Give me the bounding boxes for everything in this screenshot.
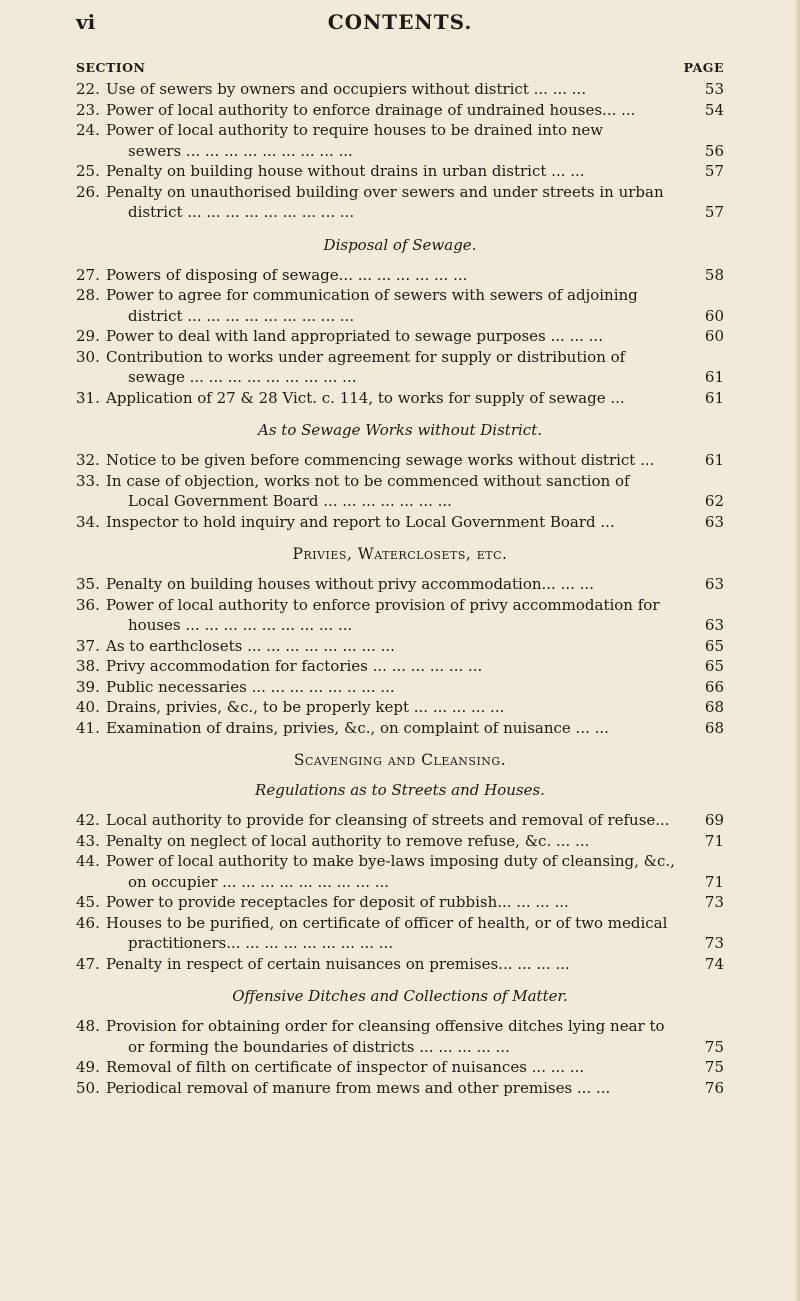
entry-title-line: As to earthclosets ... ... ... ... ... ... ... ...	[106, 636, 395, 655]
entry-title-line: houses ... ... ... ... ... ... ... ... ...	[128, 616, 353, 634]
section-number: 29.	[76, 327, 100, 345]
page-title: CONTENTS.	[327, 10, 473, 34]
contents-entry	[76, 595, 724, 636]
entry-page-number: 57	[704, 162, 724, 180]
entry-title-line: district ... ... ... ... ... ... ... ... ...	[128, 306, 355, 325]
contents-entry	[76, 100, 724, 121]
section-number: 36.	[76, 595, 100, 614]
contents-entry	[76, 285, 724, 326]
entry-title-line: or forming the boundaries of districts ... ... ... ... ...	[128, 1037, 510, 1056]
entry-page-number: 68	[704, 718, 724, 737]
entry-title	[106, 161, 690, 182]
entry-page-number: 75	[704, 1058, 724, 1076]
entry-title	[106, 265, 690, 286]
section-number: 38.	[76, 657, 100, 675]
entry-page-number: 63	[704, 616, 724, 634]
entry-title-line: Power to deal with land appropriated to sewage purposes ... ... ...	[106, 327, 603, 345]
contents-entry	[76, 656, 724, 677]
contents-entry	[76, 79, 724, 100]
contents-entry	[76, 718, 724, 739]
entry-title	[106, 285, 690, 326]
entry-page-number: 58	[704, 265, 724, 284]
page-column-label: PAGE	[683, 60, 724, 75]
entry-title-line: Privy accommodation for factories ... ... ... ... ... ...	[106, 657, 483, 675]
entry-page-number: 68	[704, 698, 724, 716]
contents-list	[76, 79, 724, 1098]
section-heading: Regulations as to Streets and Houses.	[255, 781, 545, 799]
entry-page-number: 65	[704, 657, 724, 675]
section-number: 46.	[76, 913, 100, 932]
contents-entry	[76, 574, 724, 595]
section-number: 22.	[76, 80, 100, 98]
entry-title-line: Penalty on unauthorised building over sewers and under streets in urban	[106, 182, 664, 201]
contents-entry	[76, 913, 724, 954]
entry-title	[106, 120, 690, 161]
entry-title-line: In case of objection, works not to be commenced without sanction of	[106, 471, 630, 490]
contents-entry	[76, 388, 724, 409]
entry-title-line: Application of 27 & 28 Vict. c. 114, to works for supply of sewage ...	[106, 388, 625, 407]
entry-title-line: Provision for obtaining order for cleansing offensive ditches lying near to	[106, 1017, 665, 1035]
contents-entry	[76, 1078, 724, 1099]
entry-title	[106, 1057, 690, 1078]
entry-title	[106, 636, 690, 657]
entry-title	[106, 913, 690, 954]
section-heading: Scavenging and Cleansing.	[293, 751, 507, 769]
section-number: 25.	[76, 162, 100, 180]
entry-title-line: Penalty in respect of certain nuisances on premises... ... ... ...	[106, 954, 570, 973]
section-number: 33.	[76, 471, 100, 490]
entry-title-line: Penalty on neglect of local authority to remove refuse, &c. ... ...	[106, 831, 590, 850]
entry-title-line: Drains, privies, &c., to be properly kept ... ... ... ... ...	[106, 698, 505, 716]
entry-title-line: Power of local authority to enforce provision of privy accommodation for	[106, 595, 660, 614]
page-header	[76, 10, 724, 36]
entry-title	[106, 471, 690, 512]
entry-title-line: Penalty on building house without drains in urban district ... ...	[106, 162, 585, 180]
entry-title	[106, 954, 690, 975]
entry-page-number: 65	[704, 636, 724, 655]
section-number: 47.	[76, 954, 100, 973]
entry-title-line: Power of local authority to require houses to be drained into new	[106, 121, 604, 139]
entry-title	[106, 388, 690, 409]
entry-title	[106, 851, 690, 892]
section-number: 49.	[76, 1058, 100, 1076]
section-number: 28.	[76, 286, 100, 304]
entry-title	[106, 656, 690, 677]
contents-entry	[76, 326, 724, 347]
entry-title-line: Power of local authority to enforce drainage of undrained houses... ...	[106, 100, 636, 119]
entry-title-line: Contribution to works under agreement for supply or distribution of	[106, 347, 626, 366]
entry-title	[106, 574, 690, 595]
contents-entry	[76, 954, 724, 975]
entry-page-number: 54	[704, 100, 724, 119]
entry-title	[106, 1016, 690, 1057]
entry-title-line: Use of sewers by owners and occupiers without district ... ... ...	[106, 80, 587, 98]
entry-page-number: 73	[704, 893, 724, 911]
section-number: 24.	[76, 121, 100, 139]
entry-title	[106, 718, 690, 739]
entry-title-line: Local authority to provide for cleansing of streets and removal of refuse...	[106, 811, 670, 829]
section-number: 32.	[76, 451, 100, 469]
entry-page-number: 61	[704, 451, 724, 469]
entry-title	[106, 347, 690, 388]
entry-page-number: 73	[704, 934, 724, 952]
section-number: 41.	[76, 718, 100, 737]
entry-page-number: 75	[704, 1037, 724, 1056]
entry-page-number: 71	[704, 831, 724, 850]
section-number: 39.	[76, 677, 100, 696]
section-heading: As to Sewage Works without District.	[258, 421, 542, 439]
entry-page-number: 57	[704, 203, 724, 221]
entry-title-line: district ... ... ... ... ... ... ... ... ...	[128, 203, 355, 221]
section-number: 42.	[76, 811, 100, 829]
entry-title	[106, 831, 690, 852]
entry-title-line: practitioners... ... ... ... ... ... ... ... ...	[128, 934, 394, 952]
section-number: 44.	[76, 852, 100, 870]
entry-title	[106, 450, 690, 471]
contents-entry	[76, 265, 724, 286]
page-edge-shadow	[794, 0, 800, 1301]
entry-page-number: 66	[704, 677, 724, 696]
entry-page-number: 71	[704, 872, 724, 891]
contents-entry	[76, 512, 724, 533]
section-number: 50.	[76, 1078, 100, 1097]
entry-title-line: Periodical removal of manure from mews and other premises ... ...	[106, 1078, 611, 1097]
contents-entry	[76, 831, 724, 852]
entry-title-line: Public necessaries ... ... ... ... ... .. ... ...	[106, 677, 395, 696]
entry-title	[106, 326, 690, 347]
contents-entry	[76, 636, 724, 657]
entry-title-line: Power of local authority to make bye-laws imposing duty of cleansing, &c.,	[106, 852, 675, 870]
entry-title	[106, 182, 690, 223]
contents-entry	[76, 892, 724, 913]
contents-entry	[76, 1057, 724, 1078]
section-number: 37.	[76, 636, 100, 655]
contents-entry	[76, 182, 724, 223]
entry-title-line: on occupier ... ... ... ... ... ... ... ... ...	[128, 872, 390, 891]
entry-title-line: Penalty on building houses without privy accommodation... ... ...	[106, 575, 594, 593]
section-number: 43.	[76, 831, 100, 850]
entry-title	[106, 1078, 690, 1099]
section-number: 30.	[76, 347, 100, 366]
entry-page-number: 63	[704, 575, 724, 593]
section-number: 34.	[76, 512, 100, 531]
entry-page-number: 61	[704, 388, 724, 407]
entry-page-number: 69	[704, 811, 724, 829]
section-number: 45.	[76, 893, 100, 911]
contents-entry	[76, 810, 724, 831]
entry-page-number: 61	[704, 368, 724, 386]
entry-title	[106, 810, 690, 831]
section-number: 26.	[76, 182, 100, 201]
contents-entry	[76, 851, 724, 892]
section-number: 23.	[76, 100, 100, 119]
section-heading: Disposal of Sewage.	[323, 235, 477, 254]
entry-page-number: 56	[704, 141, 724, 160]
entry-page-number: 62	[704, 492, 724, 510]
contents-entry	[76, 450, 724, 471]
entry-title	[106, 512, 690, 533]
entry-page-number: 76	[704, 1078, 724, 1097]
entry-title-line: Local Government Board ... ... ... ... ... ... ...	[128, 492, 452, 510]
contents-entry	[76, 677, 724, 698]
entry-page-number: 74	[704, 954, 724, 973]
entry-page-number: 60	[704, 327, 724, 345]
entry-title	[106, 677, 690, 698]
entry-page-number: 63	[704, 512, 724, 531]
entry-title-line: Powers of disposing of sewage... ... ... ... ... ... ...	[106, 265, 468, 284]
entry-page-number: 60	[704, 306, 724, 325]
entry-title-line: Notice to be given before commencing sewage works without district ...	[106, 451, 655, 469]
entry-title	[106, 892, 690, 913]
section-number: 48.	[76, 1017, 100, 1035]
entry-title-line: Examination of drains, privies, &c., on complaint of nuisance ... ...	[106, 718, 609, 737]
entry-title-line: Power to agree for communication of sewers with sewers of adjoining	[106, 286, 638, 304]
contents-entry	[76, 697, 724, 718]
entry-title-line: Inspector to hold inquiry and report to Local Government Board ...	[106, 512, 615, 531]
entry-title	[106, 595, 690, 636]
section-heading: Offensive Ditches and Collections of Matter.	[232, 987, 568, 1005]
section-heading: Privies, Waterclosets, etc.	[292, 545, 508, 563]
entry-title	[106, 697, 690, 718]
entry-title	[106, 79, 690, 100]
entry-title-line: sewers ... ... ... ... ... ... ... ... ...	[128, 141, 353, 160]
entry-title	[106, 100, 690, 121]
entry-title-line: Houses to be purified, on certificate of officer of health, or of two medical	[106, 913, 668, 932]
entry-title-line: Removal of filth on certificate of inspector of nuisances ... ... ...	[106, 1058, 585, 1076]
contents-entry	[76, 120, 724, 161]
entry-page-number: 53	[704, 80, 724, 98]
section-number: 35.	[76, 575, 100, 593]
contents-entry	[76, 471, 724, 512]
section-number: 31.	[76, 388, 100, 407]
contents-entry	[76, 161, 724, 182]
contents-entry	[76, 347, 724, 388]
entry-title-line: Power to provide receptacles for deposit of rubbish... ... ... ...	[106, 893, 569, 911]
page-number: vi	[76, 10, 96, 34]
section-number: 27.	[76, 265, 100, 284]
contents-entry	[76, 1016, 724, 1057]
entry-title-line: sewage ... ... ... ... ... ... ... ... ...	[128, 368, 357, 386]
section-number: 40.	[76, 698, 100, 716]
section-column-label: SECTION	[76, 60, 146, 75]
